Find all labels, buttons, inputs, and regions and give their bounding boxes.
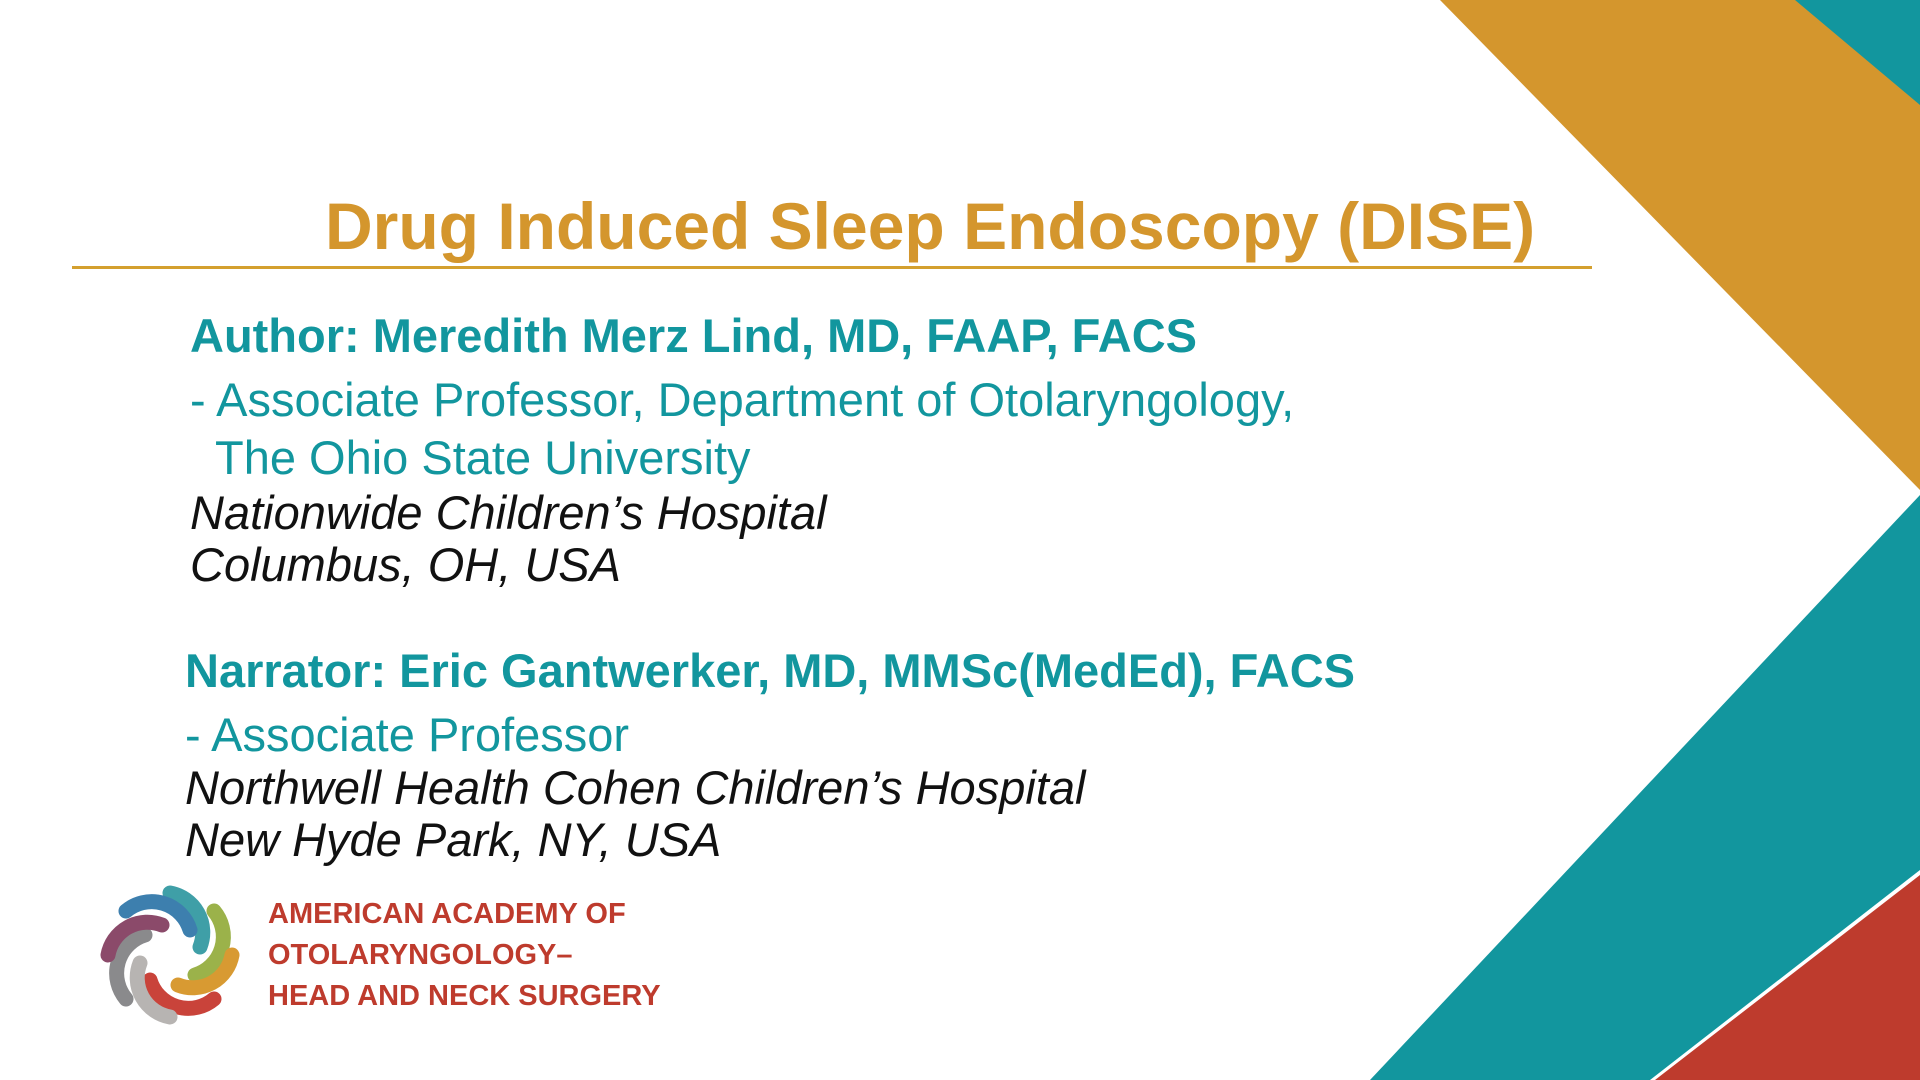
author-name: Author: Meredith Merz Lind, MD, FAAP, FACS [190,309,1198,362]
author-location: Columbus, OH, USA [190,538,621,591]
title-underline [72,266,1592,269]
author-role: - Associate Professor, Department of Otolaryngology, [190,373,1295,426]
narrator-role: - Associate Professor [185,708,630,761]
org-name-line2: OTOLARYNGOLOGY– [268,939,573,971]
narrator-name: Narrator: Eric Gantwerker, MD, MMSc(MedEd), FACS [185,644,1356,697]
org-name-line1: AMERICAN ACADEMY OF [268,898,626,930]
narrator-location: New Hyde Park, NY, USA [185,813,722,866]
narrator-hospital: Northwell Health Cohen Children’s Hospital [185,761,1086,814]
org-name-line3: HEAD AND NECK SURGERY [268,980,661,1012]
slide-title: Drug Induced Sleep Endoscopy (DISE) [325,189,1536,263]
author-university: The Ohio State University [215,431,751,484]
swirl-logo-icon [100,885,240,1025]
author-hospital: Nationwide Children’s Hospital [190,486,827,539]
